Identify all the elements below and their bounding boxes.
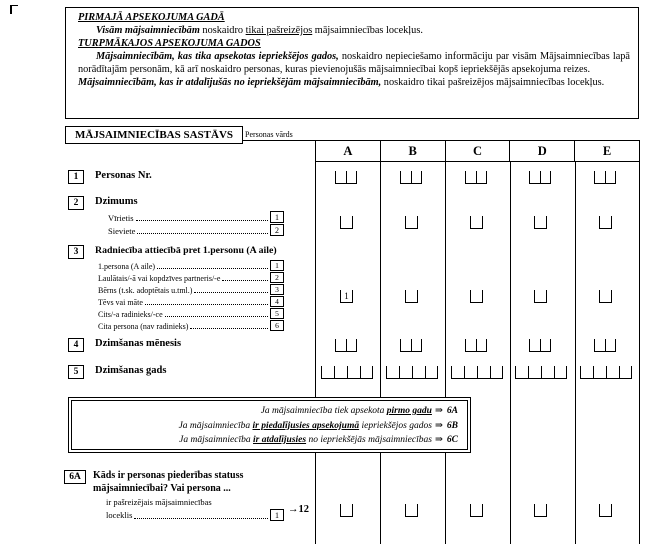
option-label: Cita persona (nav radinieks) [98,322,189,331]
digit-cell [619,366,632,379]
digit-cell [599,290,612,303]
q2-option-female [108,223,284,236]
q3-number-badge: 3 [68,245,84,259]
rule-text: Ja mājsaimniecība [178,420,253,431]
q3-option-6 [98,319,284,331]
digit-cell [346,339,357,352]
digit-cell [529,171,540,184]
q4-answer-col-d[interactable] [529,339,551,352]
goto-target: 6C [446,435,458,445]
digit-cell [534,504,547,517]
digit-cell [340,216,353,229]
digit-cell [476,339,487,352]
q3-answer-col-c[interactable] [470,290,483,303]
digit-cell [334,366,347,379]
q3-label: Radniecība attiecībā pret 1.personu (A aile) [95,245,277,256]
q2-option-male [108,210,284,223]
column-header-a: A [316,141,381,161]
q1-answer-col-e[interactable] [594,171,616,184]
q6a-answer-col-e[interactable] [599,504,612,517]
digit-cell [606,366,619,379]
digit-cell [465,339,476,352]
q4-answer-col-c[interactable] [465,339,487,352]
separated-tail: noskaidro tikai pašreizējos mājsaimniecības locekļus. [381,77,605,88]
digit-cell [554,366,567,379]
column-header-d: D [510,141,575,161]
intro-year1-heading-line [78,11,630,24]
digit-cell [599,216,612,229]
digit-cell [540,171,551,184]
digit-cell [411,171,422,184]
q3-answer-col-e[interactable] [599,290,612,303]
q3-options [98,259,284,331]
section-title-box: MĀJSAIMNIECĪBAS SASTĀVS [65,126,243,144]
intro-year1-rule [96,24,630,37]
routing-rule-first-year [72,404,458,419]
q2-answer-col-c[interactable] [470,216,483,229]
table-column-separator [315,162,316,544]
q2-answer-col-d[interactable] [534,216,547,229]
q4-answer-col-b[interactable] [400,339,422,352]
dotted-leader [137,233,268,234]
q1-answer-col-b[interactable] [400,171,422,184]
digit-cell [599,504,612,517]
digit-cell [515,366,528,379]
q3-answer-col-b[interactable] [405,290,418,303]
digit-cell [593,366,606,379]
routing-rule-participated [72,419,458,434]
q4-number-badge: 4 [68,338,84,352]
dotted-leader [190,328,268,329]
option-code-box: 4 [270,296,284,307]
digit-cell [335,339,346,352]
digit-cell [405,216,418,229]
digit-cell [477,366,490,379]
q5-answer-col-b[interactable] [386,366,438,379]
q6a-option [106,497,284,521]
option-label: Laulātais/-ā vai kopdzīves partneris/-e [98,274,221,283]
q1-answer-col-d[interactable] [529,171,551,184]
q1-number-badge: 1 [68,170,84,184]
rule-emphasis: ir atdalījusies [253,435,307,445]
q6a-number-badge: 6A [64,470,86,484]
digit-cell [464,366,477,379]
digit-cell [470,290,483,303]
digit-cell [580,366,593,379]
table-column-separator [575,162,576,544]
column-header-c: C [446,141,511,161]
column-header-b: B [381,141,446,161]
q2-answer-col-a[interactable] [340,216,353,229]
digit-cell [400,339,411,352]
digit-cell [399,366,412,379]
digit-cell [425,366,438,379]
person-name-label: Personas vārds [245,130,293,139]
q3-option-5 [98,307,284,319]
q5-answer-col-e[interactable] [580,366,632,379]
digit-cell [412,366,425,379]
digit-cell [346,171,357,184]
table-column-separator [639,162,640,544]
digit-cell [386,366,399,379]
column-header-e: E [575,141,640,161]
routing-rule-separated [72,433,458,448]
q1-answer-col-a[interactable] [335,171,357,184]
rule-underlined: tikai pašreizējos [245,25,313,36]
rule-text: Ja mājsaimniecība tiek apsekota [260,406,387,416]
option-code-box: 1 [270,211,284,223]
person-name-underline [243,140,315,141]
intro-year1-heading: PIRMAJĀ APSEKOJUMA GADĀ [78,12,225,23]
q3-option-1 [98,259,284,271]
q2-options [108,210,284,236]
q3-option-2 [98,271,284,283]
digit-cell [405,504,418,517]
digit-cell [321,366,334,379]
option-label: Cits/-a radinieks/-ce [98,310,163,319]
option-code-box: 5 [270,308,284,319]
option-code-box: 2 [270,224,284,236]
q1-label: Personas Nr. [95,170,152,181]
table-column-separator [510,162,511,544]
digit-cell [529,339,540,352]
option-code-box: 2 [270,272,284,283]
corner-crop-mark [10,5,18,14]
q4-answer-col-a[interactable] [335,339,357,352]
option-code-box: 3 [270,284,284,295]
q2-number-badge: 2 [68,196,84,210]
rule-text: iepriekšējos gados [359,420,432,431]
q6a-option-line1: ir pašreizējais mājsaimniecības [106,497,212,507]
goto-target: 6A [446,406,458,416]
digit-cell [541,366,554,379]
dotted-leader [145,304,268,305]
option-label: 1.persona (A aile) [98,262,156,271]
digit-cell [528,366,541,379]
q1-answer-col-c[interactable] [465,171,487,184]
digit-cell [465,171,476,184]
routing-rules-box [68,397,471,453]
q3-answer-col-d[interactable] [534,290,547,303]
q5-label: Dzimšanas gads [95,365,167,376]
routing-rules-inner-box [71,400,468,450]
q6a-goto-12: →12 [288,504,309,515]
digit-cell: 1 [340,290,353,303]
double-arrow-icon: ⇒ [434,406,443,416]
digit-cell [594,339,605,352]
intro-nextyears-heading: TURPMĀKAJOS APSEKOJUMA GADOS [78,38,261,49]
digit-cell [540,339,551,352]
option-code-box: 6 [270,320,284,331]
double-arrow-icon: ⇒ [434,435,443,445]
digit-cell [335,171,346,184]
surveyed-tail: noskaidro nepieciešamo informāciju par visām Mājsaimniecības lapā norādītajām personām, kā arī noskaidro personas, kuras pievienojušās mājsaimniecībai kopš iepriekšējās apsekojuma reizes. [78,51,630,75]
q6a-option-line2 [106,508,284,521]
table-column-separator [380,162,381,544]
dotted-leader [136,220,269,221]
q6a-label: Kāds ir personas piederības statuss mājsaimniecībai? Vai persona ... [93,470,244,494]
digit-cell [476,171,487,184]
q5-answer-col-d[interactable] [515,366,567,379]
digit-cell [534,216,547,229]
digit-cell [605,339,616,352]
digit-cell [534,290,547,303]
column-header-row [315,140,640,162]
option-label: Sieviete [108,226,136,236]
option-label: loceklis [106,510,133,520]
q2-answer-col-b[interactable] [405,216,418,229]
q4-answer-col-e[interactable] [594,339,616,352]
q3-answer-col-a[interactable] [340,290,353,303]
dotted-leader [222,280,268,281]
q5-number-badge: 5 [68,365,84,379]
digit-cell [605,171,616,184]
digit-cell [470,504,483,517]
option-label: Bērns (t.sk. adoptētais u.tml.) [98,286,193,295]
option-code-box: 1 [270,260,284,271]
q6a-answer-col-b[interactable] [405,504,418,517]
dotted-leader [134,518,268,519]
option-label: Tēvs vai māte [98,298,143,307]
digit-cell [360,366,373,379]
intro-separated-paragraph [78,76,630,89]
option-label: Vīrietis [108,213,134,223]
intro-nextyears-heading-line [78,37,630,50]
surveyed-lead: Mājsaimniecībām, kas tika apsekotas iepriekšējos gados, [96,51,339,62]
goto-target: 6B [446,420,458,431]
rule-text: Ja mājsaimniecība [179,435,254,445]
rule-mid: noskaidro [199,25,246,36]
digit-cell [451,366,464,379]
dotted-leader [194,292,268,293]
q3-option-3 [98,283,284,295]
digit-cell [490,366,503,379]
rule-tail: mājsaimniecības locekļus. [312,25,423,36]
q3-option-4 [98,295,284,307]
rule-text: no iepriekšējās mājsaimniecības [306,435,432,445]
q2-answer-col-e[interactable] [599,216,612,229]
separated-lead: Mājsaimniecībām, kas ir atdalījušās no iepriekšējām mājsaimniecībām, [78,77,382,88]
digit-cell [347,366,360,379]
q6a-answer-col-d[interactable] [534,504,547,517]
rule-lead: Visām mājsaimniecībām [96,25,200,36]
digit-cell [411,339,422,352]
q6a-answer-col-c[interactable] [470,504,483,517]
table-column-separator [445,162,446,544]
dotted-leader [157,268,268,269]
digit-cell [594,171,605,184]
rule-emphasis: pirmo gadu [386,406,432,416]
double-arrow-icon: ⇒ [434,420,443,431]
digit-cell [405,290,418,303]
digit-cell [400,171,411,184]
digit-cell [340,504,353,517]
digit-cell [470,216,483,229]
intro-instructions-box [65,7,639,119]
rule-emphasis: ir piedalījusies apsekojumā [252,420,360,431]
dotted-leader [165,316,268,317]
q5-answer-col-a[interactable] [321,366,373,379]
q6a-answer-col-a[interactable] [340,504,353,517]
intro-surveyed-paragraph [78,50,630,76]
q4-label: Dzimšanas mēnesis [95,338,182,349]
option-code-box: 1 [270,509,284,521]
q5-answer-col-c[interactable] [451,366,503,379]
q2-label: Dzimums [95,196,138,207]
